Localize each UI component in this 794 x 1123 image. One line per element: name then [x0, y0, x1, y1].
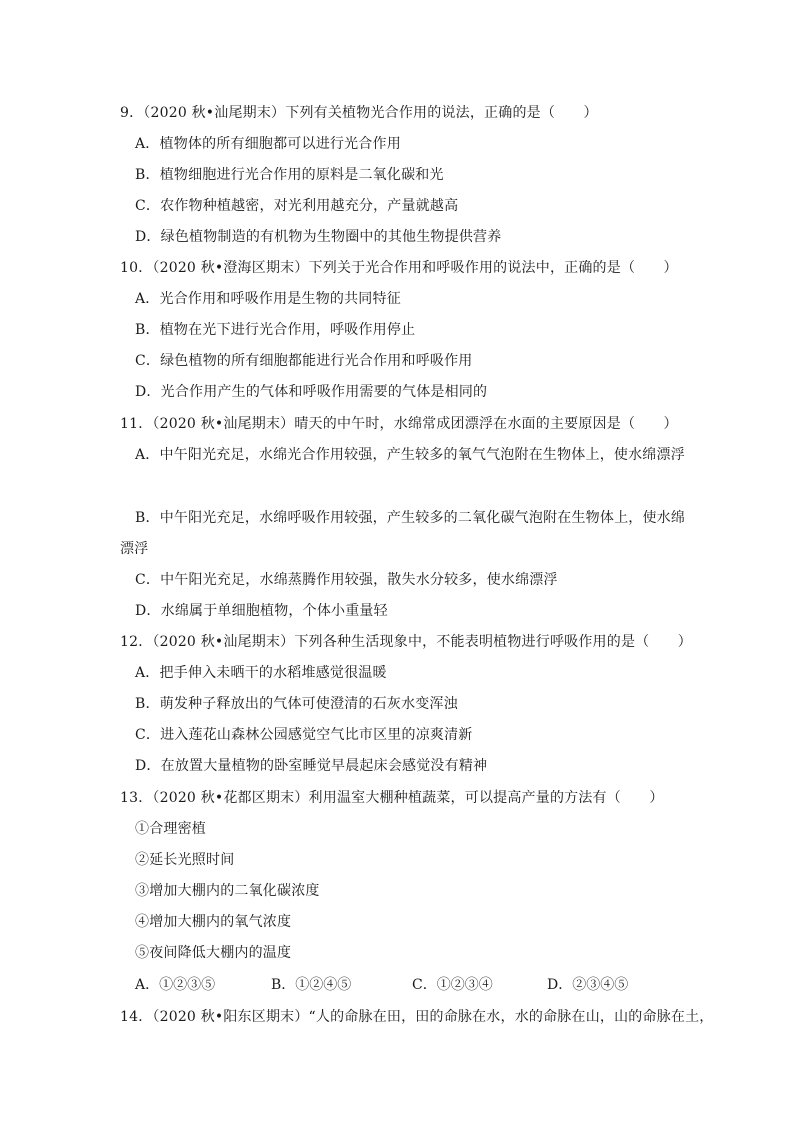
question-9-stem: 9．（2020 秋•汕尾期末）下列有关植物光合作用的说法，正确的是（ ） [120, 105, 598, 121]
question-12-option-c: C．进入莲花山森林公园感觉空气比市区里的凉爽清新 [135, 727, 473, 743]
question-10-option-c: C．绿色植物的所有细胞都能进行光合作用和呼吸作用 [135, 353, 473, 369]
question-13-option-b: B．①②④⑤ [271, 977, 352, 993]
question-11-option-d: D．水绵属于单细胞植物，个体小重量轻 [135, 603, 388, 619]
question-9-option-a: A．植物体的所有细胞都可以进行光合作用 [135, 136, 401, 152]
question-13-item-4: ④增加大棚内的氧气浓度 [135, 914, 292, 930]
question-9-option-c: C．农作物种植越密，对光利用越充分，产量就越高 [135, 198, 459, 214]
question-14-stem: 14．（2020 秋•阳东区期末）“人的命脉在田，田的命脉在水，水的命脉在山，山的命脉在土， [120, 1009, 714, 1025]
question-13-options [135, 976, 655, 994]
question-9-option-d: D．绿色植物制造的有机物为生物圈中的其他生物提供营养 [135, 229, 502, 245]
question-9-option-b: B．植物细胞进行光合作用的原料是二氧化碳和光 [135, 167, 444, 183]
question-13-option-a: A．①②③⑤ [135, 977, 216, 993]
question-11-stem: 11．（2020 秋•汕尾期末）晴天的中午时，水绵常成团漂浮在水面的主要原因是（ ） [120, 416, 678, 432]
question-12-stem: 12．（2020 秋•汕尾期末）下列各种生活现象中，不能表明植物进行呼吸作用的是（ ） [120, 634, 692, 650]
question-10-option-d: D．光合作用产生的气体和呼吸作用需要的气体是相同的 [135, 384, 488, 400]
question-13-stem: 13．（2020 秋•花都区期末）利用温室大棚种植蔬菜，可以提高产量的方法有（ ） [120, 790, 664, 806]
question-11-option-b-continued: 漂浮 [120, 541, 149, 557]
question-13-item-5: ⑤夜间降低大棚内的温度 [135, 945, 292, 961]
question-13-item-3: ③增加大棚内的二氧化碳浓度 [135, 883, 320, 899]
question-12-option-d: D．在放置大量植物的卧室睡觉早晨起床会感觉没有精神 [135, 758, 488, 774]
question-13-option-c: C．①②③④ [412, 977, 493, 993]
question-13-item-2: ②延长光照时间 [135, 852, 235, 868]
question-13-item-1: ①合理密植 [135, 821, 206, 837]
question-12-option-a: A．把手伸入未晒干的水稻堆感觉很温暖 [135, 665, 387, 681]
question-11-option-a: A．中午阳光充足，水绵光合作用较强，产生较多的氧气气泡附在生物体上，使水绵漂浮 [135, 447, 685, 463]
question-13-option-d: D．②③④⑤ [547, 977, 629, 993]
question-11-option-c: C．中午阳光充足，水绵蒸腾作用较强，散失水分较多，使水绵漂浮 [135, 572, 558, 588]
question-10-option-a: A．光合作用和呼吸作用是生物的共同特征 [135, 291, 401, 307]
question-11-option-b: B．中午阳光充足，水绵呼吸作用较强，产生较多的二氧化碳气泡附在生物体上，使水绵 [135, 510, 686, 526]
question-12-option-b: B．萌发种子释放出的气体可使澄清的石灰水变浑浊 [135, 696, 458, 712]
question-10-stem: 10．（2020 秋•澄海区期末）下列关于光合作用和呼吸作用的说法中，正确的是（ ） [120, 260, 678, 276]
question-10-option-b: B．植物在光下进行光合作用，呼吸作用停止 [135, 322, 416, 338]
